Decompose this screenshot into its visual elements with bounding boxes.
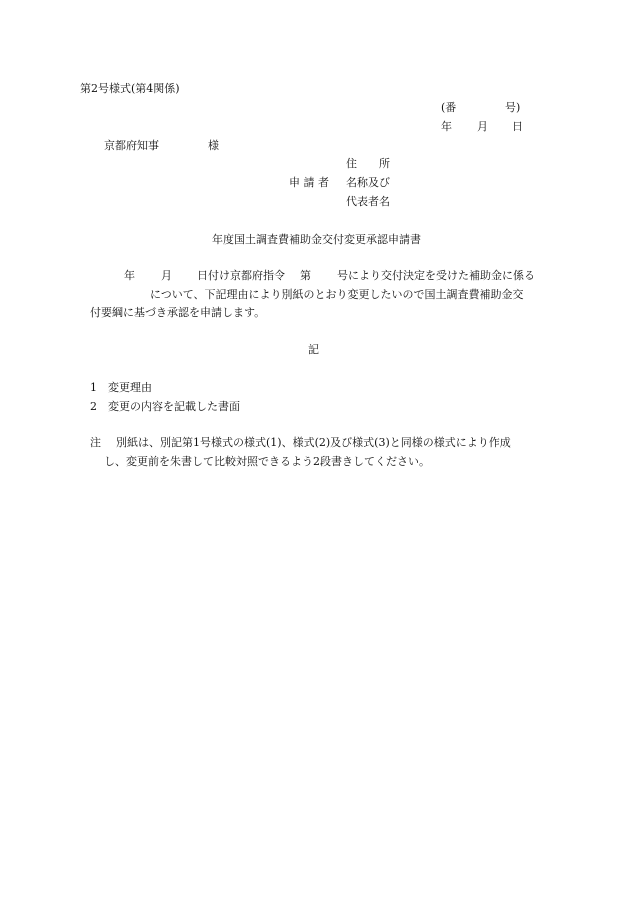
body-text2: 第 [300, 269, 311, 282]
item-1-text: 変更理由 [108, 381, 152, 394]
representative-label: 代表者名 [346, 195, 390, 208]
note-line1: 別紙は、別記第1号様式の様式(1)、様式(2)及び様式(3)と同様の様式により作成 [116, 436, 511, 449]
note-label: 注 [90, 436, 101, 449]
note-line2: し、変更前を朱書して比較対照できるよう2段書きしてください。 [104, 455, 430, 468]
form-number: 第2号様式(第4関係) [80, 82, 180, 95]
address-label: 住 所 [346, 157, 390, 170]
ki-heading: 記 [308, 343, 319, 356]
date-month: 月 [477, 120, 488, 133]
body-text1: 日付け京都府指令 [197, 269, 285, 282]
body-month: 月 [161, 269, 172, 282]
number-open: (番 [441, 101, 457, 114]
addressee: 京都府知事 [104, 139, 159, 152]
number-close: 号) [505, 101, 521, 114]
date-year: 年 [441, 120, 452, 133]
date-day: 日 [512, 120, 523, 133]
body-line2: について、下記理由により別紙のとおり変更したいので国土調査費補助金交 [150, 288, 524, 301]
item-2-text: 変更の内容を記載した書面 [108, 400, 240, 413]
body-line3: 付要綱に基づき承認を申請します。 [90, 306, 266, 319]
body-text3: 号により交付決定を受けた補助金に係る [337, 269, 535, 282]
item-2-num: 2 [90, 400, 97, 413]
honorific: 様 [208, 139, 219, 152]
name-label: 名称及び [346, 176, 390, 189]
applicant-label: 申 請 者 [289, 176, 329, 189]
document-title: 年度国土調査費補助金交付変更承認申請書 [212, 233, 421, 246]
body-year: 年 [124, 269, 135, 282]
item-1-num: 1 [90, 381, 97, 394]
